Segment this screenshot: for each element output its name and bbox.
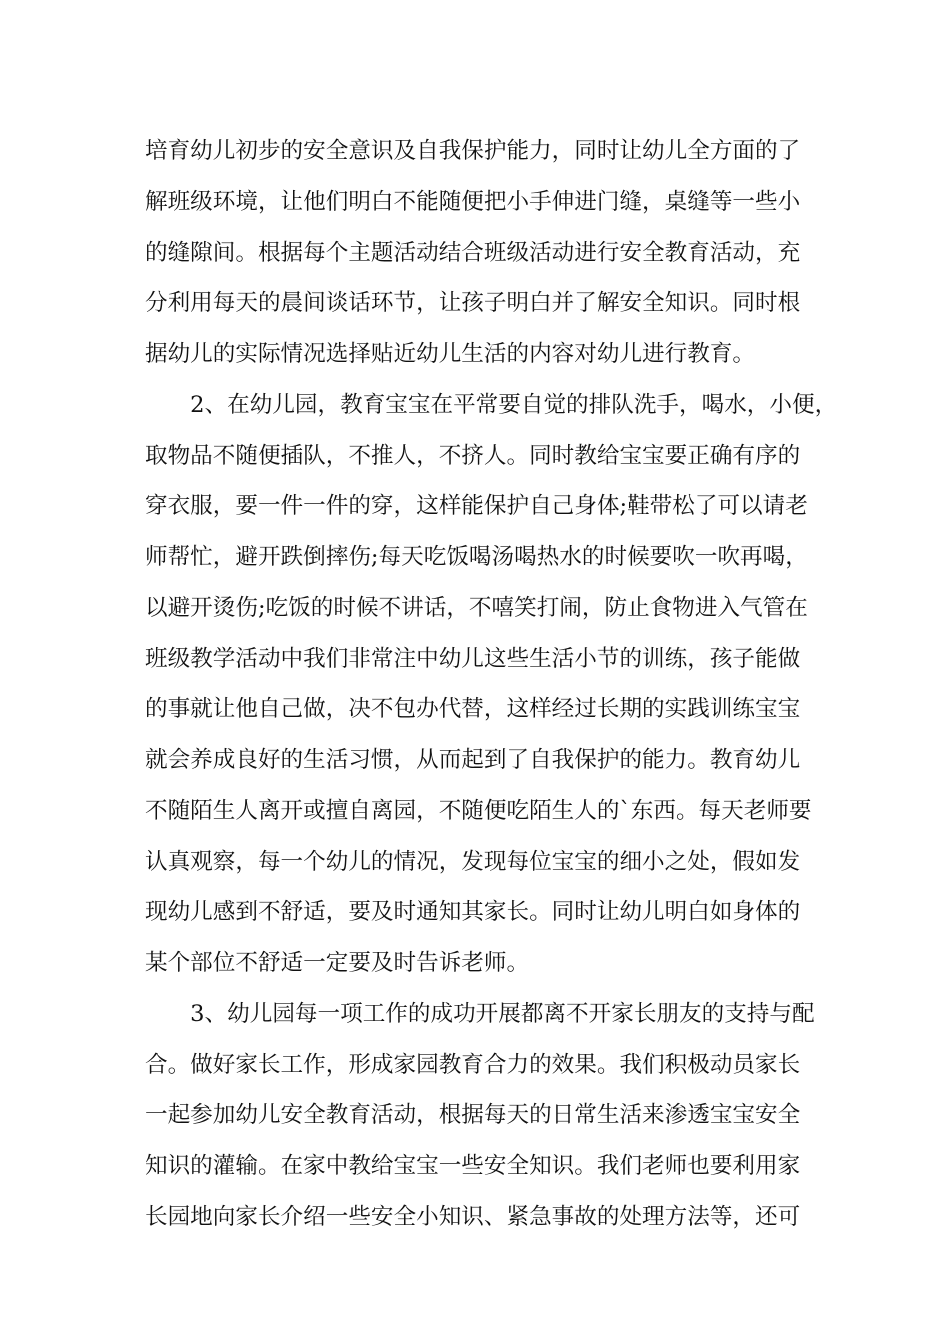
text-line: 的缝隙间。根据每个主题活动结合班级活动进行安全教育活动，充 bbox=[145, 239, 801, 266]
text-line: 解班级环境，让他们明白不能随便把小手伸进门缝，桌缝等一些小 bbox=[145, 188, 801, 215]
body-text bbox=[145, 126, 838, 1243]
text-line: 合。做好家长工作，形成家园教育合力的效果。我们积极动员家长 bbox=[145, 1051, 801, 1078]
paragraph bbox=[145, 380, 838, 989]
text-line: 穿衣服，要一件一件的穿，这样能保护自己身体;鞋带松了可以请老 bbox=[145, 493, 808, 520]
text-line: 知识的灌输。在家中教给宝宝一些安全知识。我们老师也要利用家 bbox=[145, 1153, 801, 1179]
text-line: 某个部位不舒适一定要及时告诉老师。 bbox=[145, 950, 530, 976]
text-line: 不随陌生人离开或擅自离园，不随便吃陌生人的`东西。每天老师要 bbox=[145, 797, 812, 824]
text-line: 认真观察，每一个幼儿的情况，发现每位宝宝的细小之处，假如发 bbox=[145, 848, 801, 875]
text-line: 班级教学活动中我们非常注中幼儿这些生活小节的训练，孩子能做 bbox=[145, 645, 801, 672]
text-line: 3、幼儿园每一项工作的成功开展都离不开家长朋友的支持与配 bbox=[145, 1000, 815, 1027]
text-line: 一起参加幼儿安全教育活动，根据每天的日常生活来渗透宝宝安全 bbox=[145, 1102, 801, 1129]
text-line: 取物品不随便插队，不推人，不挤人。同时教给宝宝要正确有序的 bbox=[145, 442, 801, 469]
text-line: 培育幼儿初步的安全意识及自我保护能力，同时让幼儿全方面的了 bbox=[145, 138, 801, 164]
text-line: 以避开烫伤;吃饭的时候不讲话，不嘻笑打闹，防止食物进入气管在 bbox=[145, 594, 808, 621]
text-line: 现幼儿感到不舒适，要及时通知其家长。同时让幼儿明白如身体的 bbox=[145, 899, 801, 926]
text-line: 就会养成良好的生活习惯，从而起到了自我保护的能力。教育幼儿 bbox=[145, 747, 801, 773]
text-line: 长园地向家长介绍一些安全小知识、紧急事故的处理方法等，还可 bbox=[145, 1203, 801, 1230]
text-line: 2、在幼儿园，教育宝宝在平常要自觉的排队洗手，喝水，小便， bbox=[145, 391, 838, 418]
text-line: 师帮忙，避开跌倒摔伤;每天吃饭喝汤喝热水的时候要吹一吹再喝， bbox=[145, 544, 808, 570]
paragraph bbox=[145, 989, 815, 1243]
text-line: 的事就让他自己做，决不包办代替，这样经过长期的实践训练宝宝 bbox=[145, 696, 801, 723]
text-line: 据幼儿的实际情况选择贴近幼儿生活的内容对幼儿进行教育。 bbox=[145, 341, 756, 367]
paragraph bbox=[145, 126, 815, 380]
text-line: 分利用每天的晨间谈话环节，让孩子明白并了解安全知识。同时根 bbox=[145, 290, 801, 317]
